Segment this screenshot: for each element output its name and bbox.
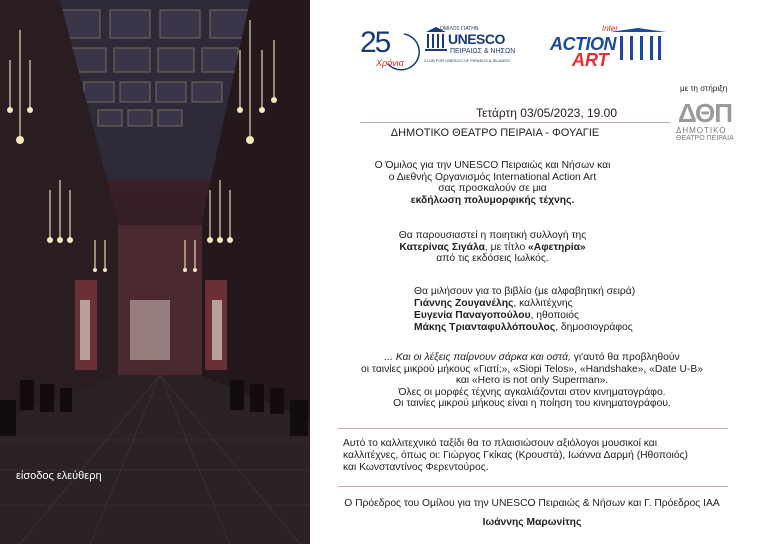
footer-block: [322, 494, 742, 532]
music-block: [343, 438, 733, 474]
support-label: με τη στήριξη: [680, 84, 728, 93]
theatre-logo-line1: ΔΗΜΟΤΙΚΟ: [676, 126, 727, 135]
iaa-art-text: ART: [572, 50, 609, 70]
anniversary-label: Χρόνια: [376, 58, 404, 68]
speaker-name: Μάκης Τριανταφυλλόπουλος: [414, 322, 556, 333]
international-action-art-logo: [550, 26, 670, 70]
films-line: Όλες οι μορφές τέχνης αγκαλιάζονται στον κινηματογράφο.: [398, 386, 666, 398]
invitation-line: Ο Όμιλος για την UNESCO Πειραιώς και Νήσων και: [374, 160, 611, 171]
films-line: Οι ταινίες μικρού μήκους είναι η ποίηση του κινηματογράφου.: [393, 398, 671, 410]
films-italic: ... Και οι λέξεις παίρνουν σάρκα και οστά,: [384, 352, 571, 363]
hall-illustration: [0, 0, 310, 544]
event-venue: ΔΗΜΟΤΙΚΟ ΘΕΑΤΡΟ ΠΕΙΡΑΙΑ - ΦΟΥΑΓΙΕ: [390, 127, 600, 139]
footer-president-title: Ο Πρόεδρος του Ομίλου για την UNESCO Πειραιώς & Νήσων και Γ. Πρόεδρος IAA: [344, 498, 720, 509]
book-line: Θα παρουσιαστεί η ποιητική συλλογή της: [398, 230, 587, 241]
speaker-name: Ευγενία Παναγοπούλου: [414, 310, 531, 321]
unesco-club-logo: [424, 26, 524, 66]
speaker-name: Γιάννης Ζουγανέλης: [414, 298, 514, 309]
music-line: καλλιτέχνες, όπως οι: Γιώργος Γκίκας (Κρουστά), Ιωάννα Δαρμή (Ηθοποιός): [343, 450, 688, 461]
speaker-role: , δημοσιογράφος: [555, 322, 633, 333]
iaa-action-text: ACTION: [550, 34, 616, 54]
municipal-theatre-logo: [672, 98, 748, 146]
unesco-club-line1: ΟΜΙΛΟΣ ΓΙΑΤΗΝ: [440, 26, 479, 32]
book-line: από τις εκδόσεις Ιωλκός.: [436, 253, 549, 265]
event-date: Τετάρτη 03/05/2023, 19.00: [476, 106, 618, 120]
speaker-item: [414, 298, 770, 310]
divider-bottom: [338, 486, 728, 487]
book-presentation: [320, 230, 665, 265]
book-mid: , με τίτλο: [484, 241, 529, 253]
unesco-club-line3: ΠΕΙΡΑΙΩΣ & ΝΗΣΩΝ: [450, 48, 516, 55]
films-line: και «Hero is not only Superman».: [455, 375, 609, 387]
divider-middle: [338, 428, 728, 429]
speaker-item: [414, 310, 770, 322]
invitation-line: ο Διεθνής Οργανισμός International Action Art: [388, 171, 597, 183]
free-entry-caption: είσοδος ελεύθερη: [16, 470, 102, 482]
invitation-line: εκδήλωση πολυμορφικής τέχνης.: [410, 194, 575, 206]
films-line: [322, 352, 742, 364]
unesco-club-line2: UNESCO: [448, 31, 505, 47]
book-title: «Αφετηρία»: [528, 241, 586, 253]
speakers-intro: Θα μιλήσουν για το βιβλίο (με αλφαβητική σειρά): [414, 286, 636, 297]
theatre-glyph: ΔΘΠ: [678, 98, 732, 128]
films-rest: γι'αυτό θα προβληθούν: [570, 352, 680, 363]
speakers-block: [414, 286, 770, 334]
speaker-role: , καλλιτέχνης: [513, 298, 573, 309]
speaker-role: , ηθοποιός: [530, 310, 579, 321]
divider-top: [360, 122, 670, 123]
anniversary-logo: [360, 24, 420, 74]
speaker-item: [414, 322, 770, 334]
anniversary-number: 25: [360, 26, 390, 59]
music-line: και Κωνσταντίνος Φερεντούρος.: [343, 462, 489, 473]
hall-photo: [0, 0, 310, 544]
footer-president-name: Ιωάννης Μαρωνίτης: [482, 517, 582, 528]
films-line: οι ταινίες μικρού μήκους «Γιατί;», «Siopi Telos», «Handshake», «Date U-B»: [361, 363, 703, 375]
theatre-logo-line2: ΘΕΑΤΡΟ ΠΕΙΡΑΙΑ: [676, 135, 734, 142]
iaa-inter-text: Inter: [602, 24, 619, 33]
unesco-club-line4: CLUB FOR UNESCO OF PIRAEUS & ISLANDS: [424, 58, 510, 63]
invitation-text: [320, 160, 665, 206]
book-author: Κατερίνας Σιγάλα: [399, 241, 485, 253]
book-author-line: [320, 242, 665, 254]
music-line: Αυτό το καλλιτεχνικό ταξίδι θα το πλαισιώσουν αξιόλογοι μουσικοί και: [343, 438, 657, 449]
invitation-line: σας προσκαλούν σε μια: [438, 183, 547, 195]
films-block: [322, 352, 742, 410]
